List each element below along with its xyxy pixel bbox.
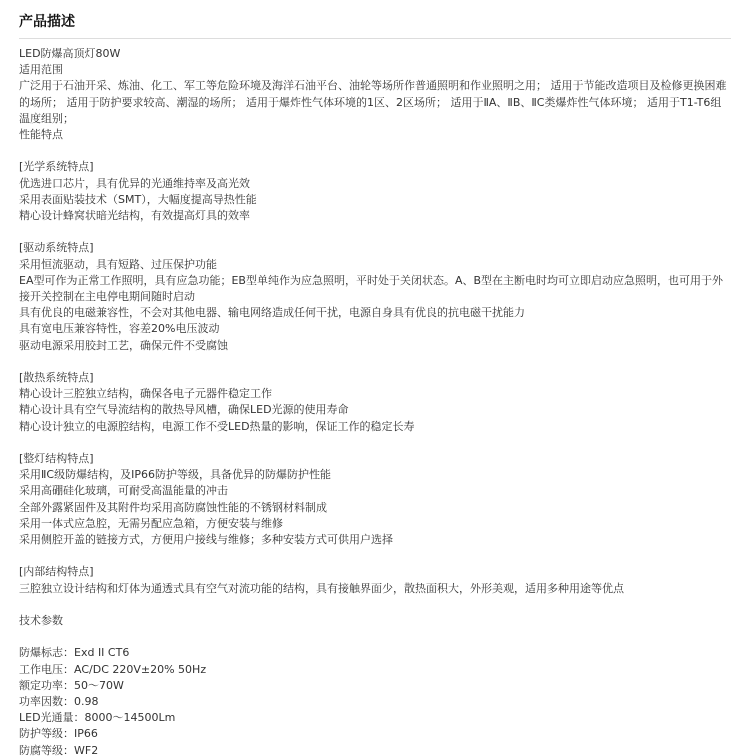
optical-line: 精心设计蜂窝状暗光结构，有效提高灯具的效率	[19, 209, 250, 223]
spacer	[19, 224, 731, 240]
optical-line: 优选进口芯片，具有优异的光通维持率及高光效	[19, 176, 250, 190]
spacer	[19, 435, 731, 451]
section-heading-internal: [内部结构特点]	[19, 565, 94, 579]
spacer	[19, 143, 731, 159]
description-content	[19, 46, 731, 756]
drive-line: EA型可作为正常工作照明，具有应急功能；EB型单纯作为应急照明，平时处于关闭状态。A、B型在主断电时均可立即启动应急照明，也可用于外接开关控制在主电停电期间随时启动	[19, 273, 724, 304]
section-heading-heat: [散热系统特点]	[19, 371, 94, 385]
optical-line: 采用表面贴装技术（SMT），大幅度提高导热性能	[19, 192, 257, 206]
drive-line: 具有宽电压兼容特性，容差20%电压波动	[19, 322, 220, 336]
drive-line: 采用恒流驱动，具有短路、过压保护功能	[19, 257, 217, 271]
tech-title: 技术参数	[19, 614, 63, 628]
spacer	[19, 629, 731, 645]
drive-line: 驱动电源采用胶封工艺，确保元件不受腐蚀	[19, 338, 228, 352]
tech-param: 功率因数：0.98	[19, 695, 99, 709]
structure-line: 采用高硼硅化玻璃，可耐受高温能量的冲击	[19, 484, 228, 498]
tech-param: 防腐等级：WF2	[19, 743, 99, 756]
tech-param: LED光通量：8000～14500Lm	[19, 711, 176, 725]
structure-line: 采用一体式应急腔，无需另配应急箱，方便安装与维修	[19, 516, 283, 530]
section-header	[19, 8, 731, 39]
internal-line: 三腔独立设计结构和灯体为通透式具有空气对流功能的结构，具有接触界面少，散热面积大，外形美观，适用多种用途等优点	[19, 581, 624, 595]
spacer	[19, 597, 731, 613]
tech-param: 额定功率：50～70W	[19, 678, 124, 692]
tech-param: 防护等级：IP66	[19, 727, 98, 741]
structure-line: 全部外露紧固件及其附件均采用高防腐蚀性能的不锈钢材料制成	[19, 500, 327, 514]
product-name: LED防爆高顶灯80W	[19, 47, 121, 60]
range-label: 适用范围	[19, 63, 63, 77]
tech-param: 防爆标志：Exd II CT6	[19, 646, 130, 660]
structure-line: 采用侧腔开盖的链接方式，方便用户接线与维修；多种安装方式可供用户选择	[19, 533, 393, 547]
spacer	[19, 354, 731, 370]
tech-param: 工作电压：AC/DC 220V±20% 50Hz	[19, 662, 207, 676]
features-label: 性能特点	[19, 128, 63, 142]
heat-line: 精心设计具有空气导流结构的散热导风槽，确保LED光源的使用寿命	[19, 403, 349, 417]
section-title: 产品描述	[19, 14, 75, 30]
section-heading-structure: [整灯结构特点]	[19, 452, 94, 466]
structure-line: 采用ⅡC级防爆结构，及IP66防护等级，具备优异的防爆防护性能	[19, 468, 331, 482]
drive-line: 具有优良的电磁兼容性，不会对其他电器、输电网络造成任何干扰，电源自身具有优良的抗电磁干扰能力	[19, 306, 525, 320]
heat-line: 精心设计独立的电源腔结构，电源工作不受LED热量的影响，保证工作的稳定长寿	[19, 419, 415, 433]
spacer	[19, 548, 731, 564]
heat-line: 精心设计三腔独立结构，确保各电子元器件稳定工作	[19, 387, 272, 401]
section-heading-optical: [光学系统特点]	[19, 160, 94, 174]
range-text: 广泛用于石油开采、炼油、化工、军工等危险环境及海洋石油平台、油轮等场所作普通照明和作业照明之用； 适用于节能改造项目及检修更换困难的场所； 适用于防护要求较高、潮湿的场所； 适用于爆炸性气体环境的1区、2区场所； 适用于ⅡA、ⅡB、ⅡC类爆炸性气体环境； 适用于T1-T6组温度组别；	[19, 79, 727, 125]
section-heading-drive: [驱动系统特点]	[19, 241, 94, 255]
